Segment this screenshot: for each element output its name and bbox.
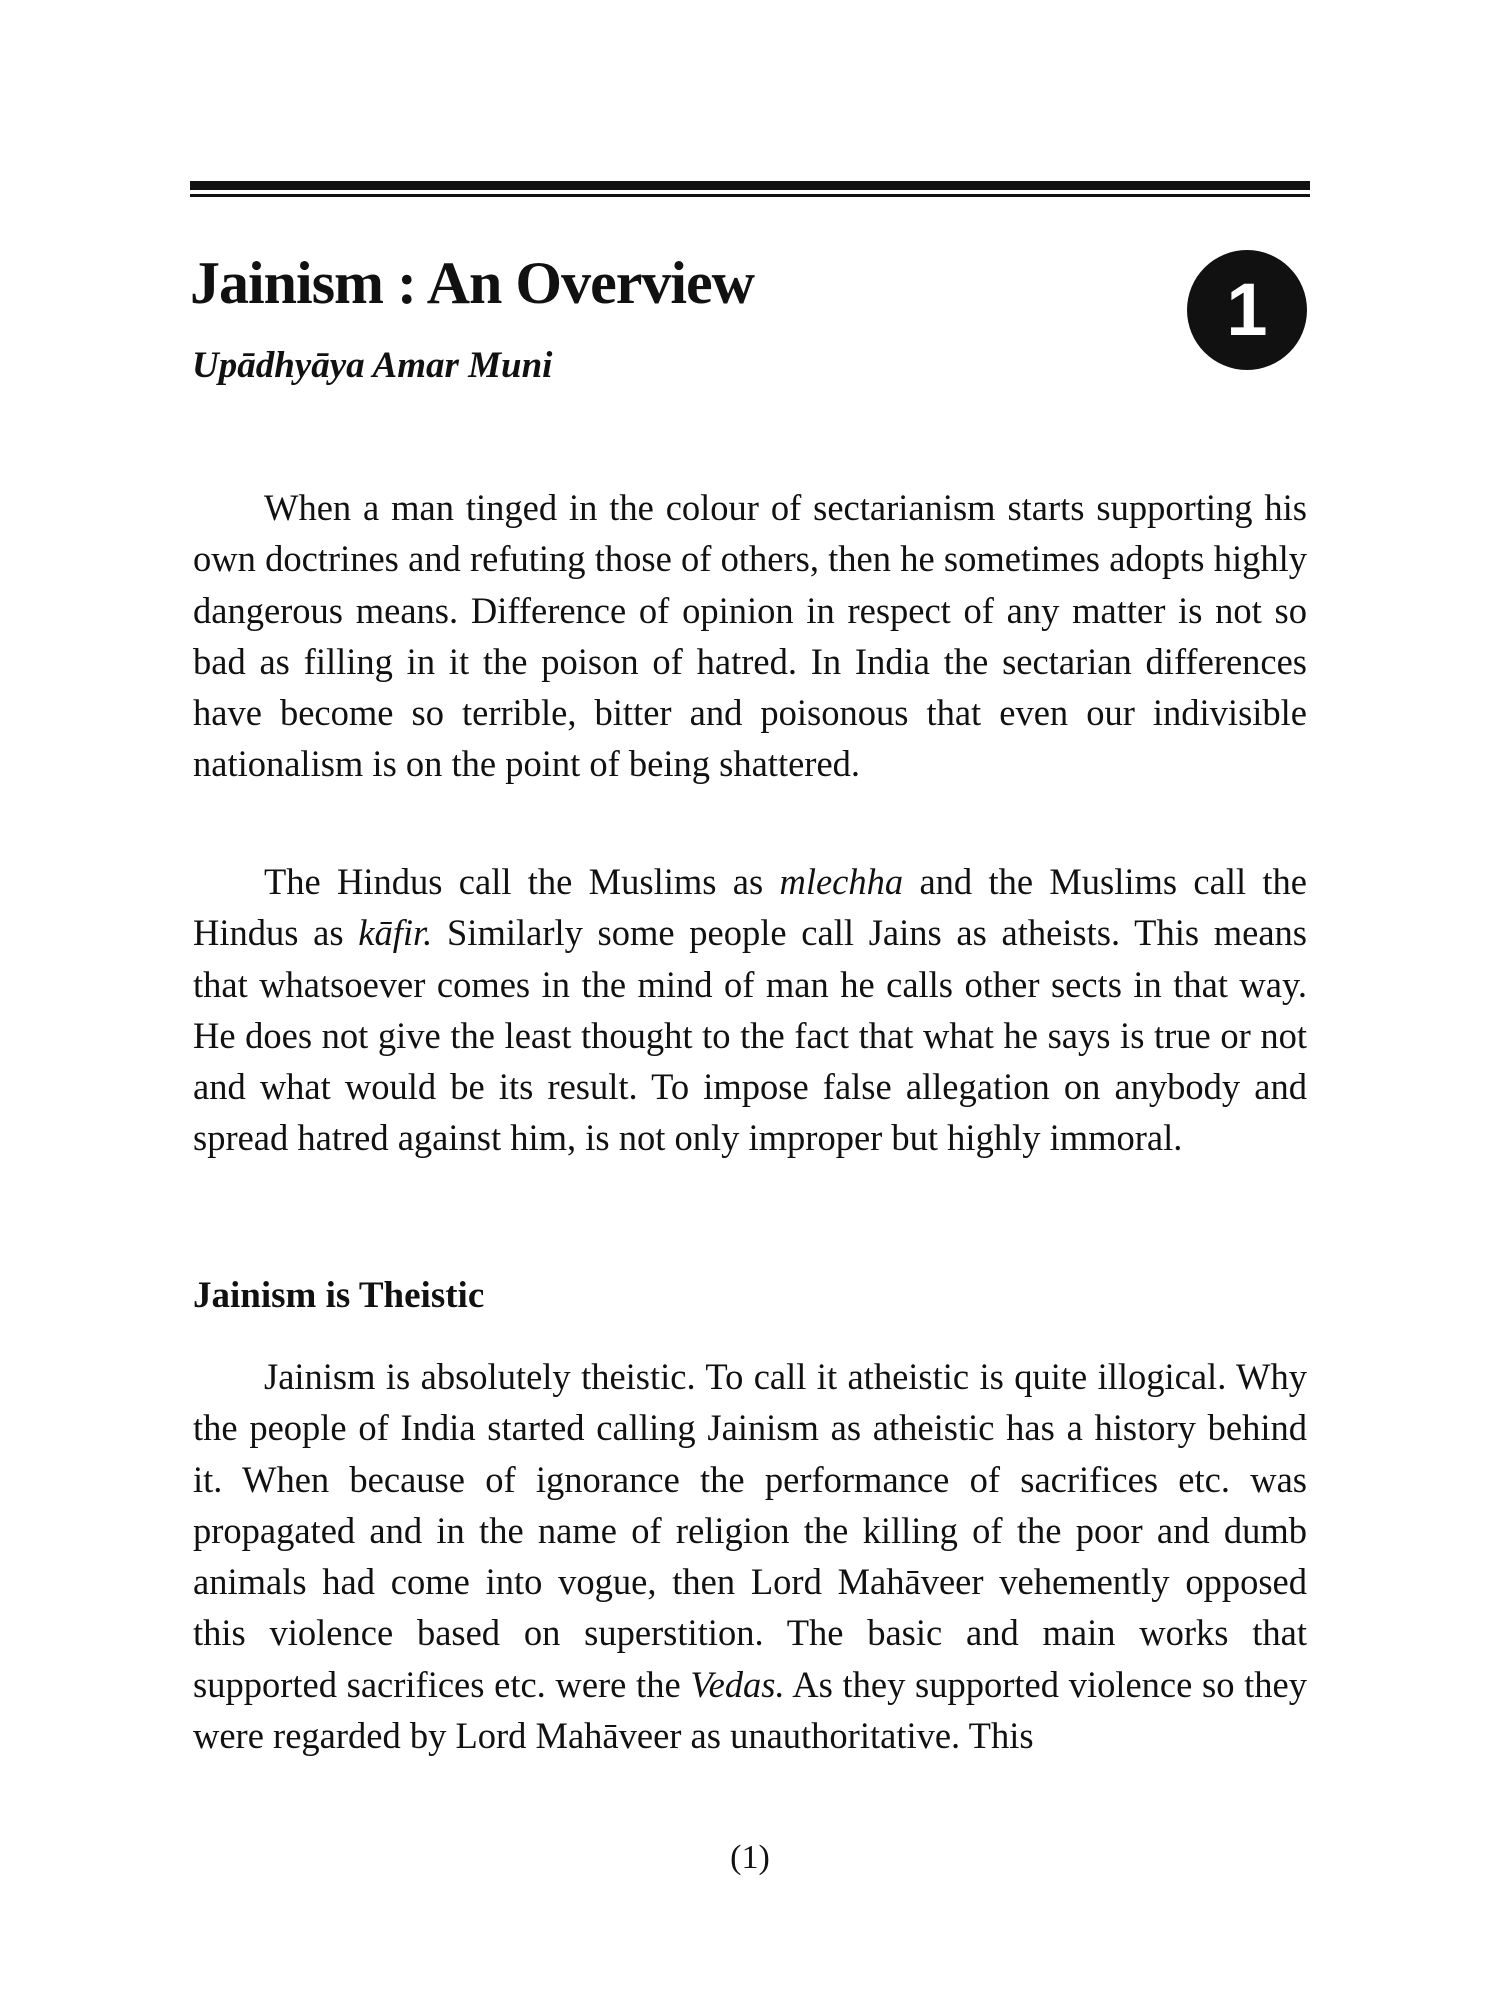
section-heading: Jainism is Theistic <box>193 1275 485 1316</box>
paragraph-theistic <box>193 1351 1307 1761</box>
term-kafir: kāfir. <box>358 912 433 954</box>
text-span: As they supported violence so they were regarded by Lord Mahāveer as unauthoritative. This <box>193 1663 1307 1757</box>
page-number: (1) <box>730 1839 770 1876</box>
text-span: The Hindus call the Muslims as <box>264 861 780 902</box>
term-mlechha: mlechha <box>779 861 904 902</box>
term-vedas: Vedas. <box>690 1663 785 1705</box>
author-name: Upādhyāya Amar Muni <box>192 345 553 386</box>
header-rule-thin <box>190 194 1310 197</box>
text-span: Similarly some people call Jains as atheists. This means that whatsoever comes in the mind of man he calls other sects in that way. He does not give the least thought to the fact that what he says is true or not and what would be its result. To impose false allegation on anybody and spread hatred against him, is not only improper but highly immoral. <box>193 912 1307 1159</box>
text-span: Jainism is absolutely theistic. To call it atheistic is quite illogical. Why the people of India started calling Jainism as atheistic has a history behind it. When because of ignorance the performance of sacrifices etc. was propagated and in the name of religion the killing of the poor and dumb animals had come into vogue, then Lord Mahāveer vehemently opposed this violence based on superstition. The basic and main works that supported sacrifices etc. were the <box>193 1356 1307 1705</box>
paragraph-name-calling <box>193 856 1307 1164</box>
chapter-title: Jainism : An Overview <box>190 250 754 316</box>
header-rule-thick <box>190 181 1310 190</box>
text-span: and the Muslims call the Hindus as <box>193 861 1307 954</box>
paragraph-sectarianism: When a man tinged in the colour of sectarianism starts supporting his own doctrines and refuting those of others, then he sometimes adopts highly dangerous means. Difference of opinion in respect of any matter is not so bad as filling in it the poison of hatred. In India the sectarian differences have become so terrible, bitter and poisonous that even our indivisible nationalism is on the point of being shattered. <box>193 487 1307 785</box>
chapter-number-badge: 1 <box>1187 250 1307 370</box>
